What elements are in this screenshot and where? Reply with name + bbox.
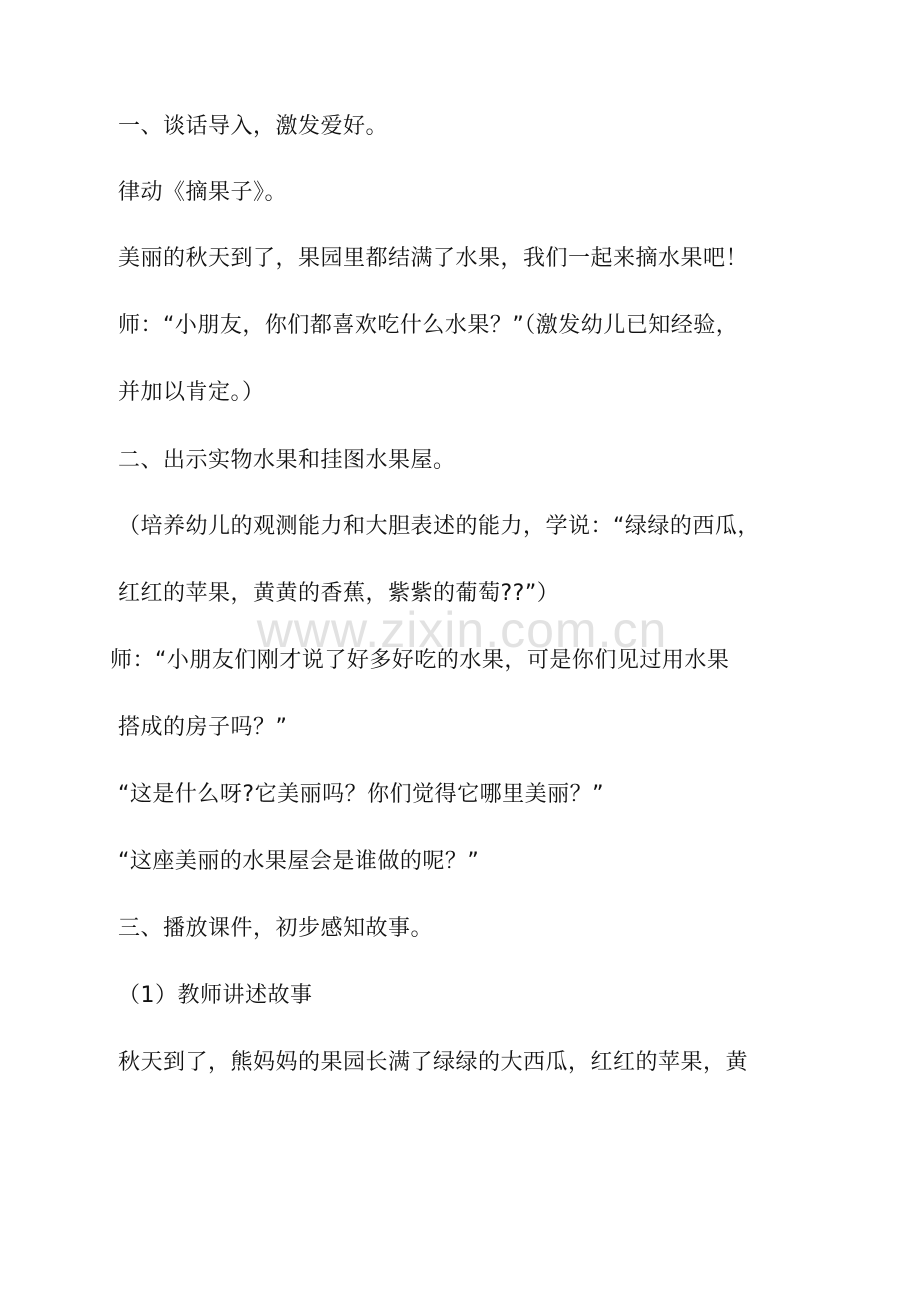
- paragraph-line: “这是什么呀?它美丽吗？你们觉得它哪里美丽？”: [118, 782, 604, 807]
- paragraph-line: 师：“小朋友，你们都喜欢吃什么水果？”（激发幼儿已知经验，: [118, 313, 739, 338]
- subsection-heading: （1）教师讲述故事: [118, 983, 313, 1008]
- paragraph-line: 搭成的房子吗？”: [118, 715, 288, 740]
- paragraph-line: 美丽的秋天到了，果园里都结满了水果，我们一起来摘水果吧！: [118, 246, 749, 271]
- paragraph-line: （培养幼儿的观测能力和大胆表述的能力，学说：“绿绿的西瓜，: [118, 514, 760, 539]
- watermark: www.zixin.com.cn: [256, 602, 668, 658]
- paragraph-line: 秋天到了，熊妈妈的果园长满了绿绿的大西瓜，红红的苹果，黄: [118, 1050, 749, 1075]
- paragraph-line: 红红的苹果，黄黄的香蕉，紫紫的葡萄??”）: [118, 581, 560, 606]
- section-heading-1: 一、谈话导入，激发爱好。: [118, 114, 389, 139]
- paragraph-line: 律动《摘果子》。: [118, 180, 288, 205]
- paragraph-line: 师：“小朋友们刚才说了好多好吃的水果，可是你们见过用水果: [110, 648, 730, 673]
- paragraph-line: “这座美丽的水果屋会是谁做的呢？”: [118, 849, 480, 874]
- paragraph-line: 并加以肯定。）: [118, 380, 265, 405]
- section-heading-3: 三、播放课件，初步感知故事。: [118, 916, 434, 941]
- section-heading-2: 二、出示实物水果和挂图水果屋。: [118, 448, 456, 473]
